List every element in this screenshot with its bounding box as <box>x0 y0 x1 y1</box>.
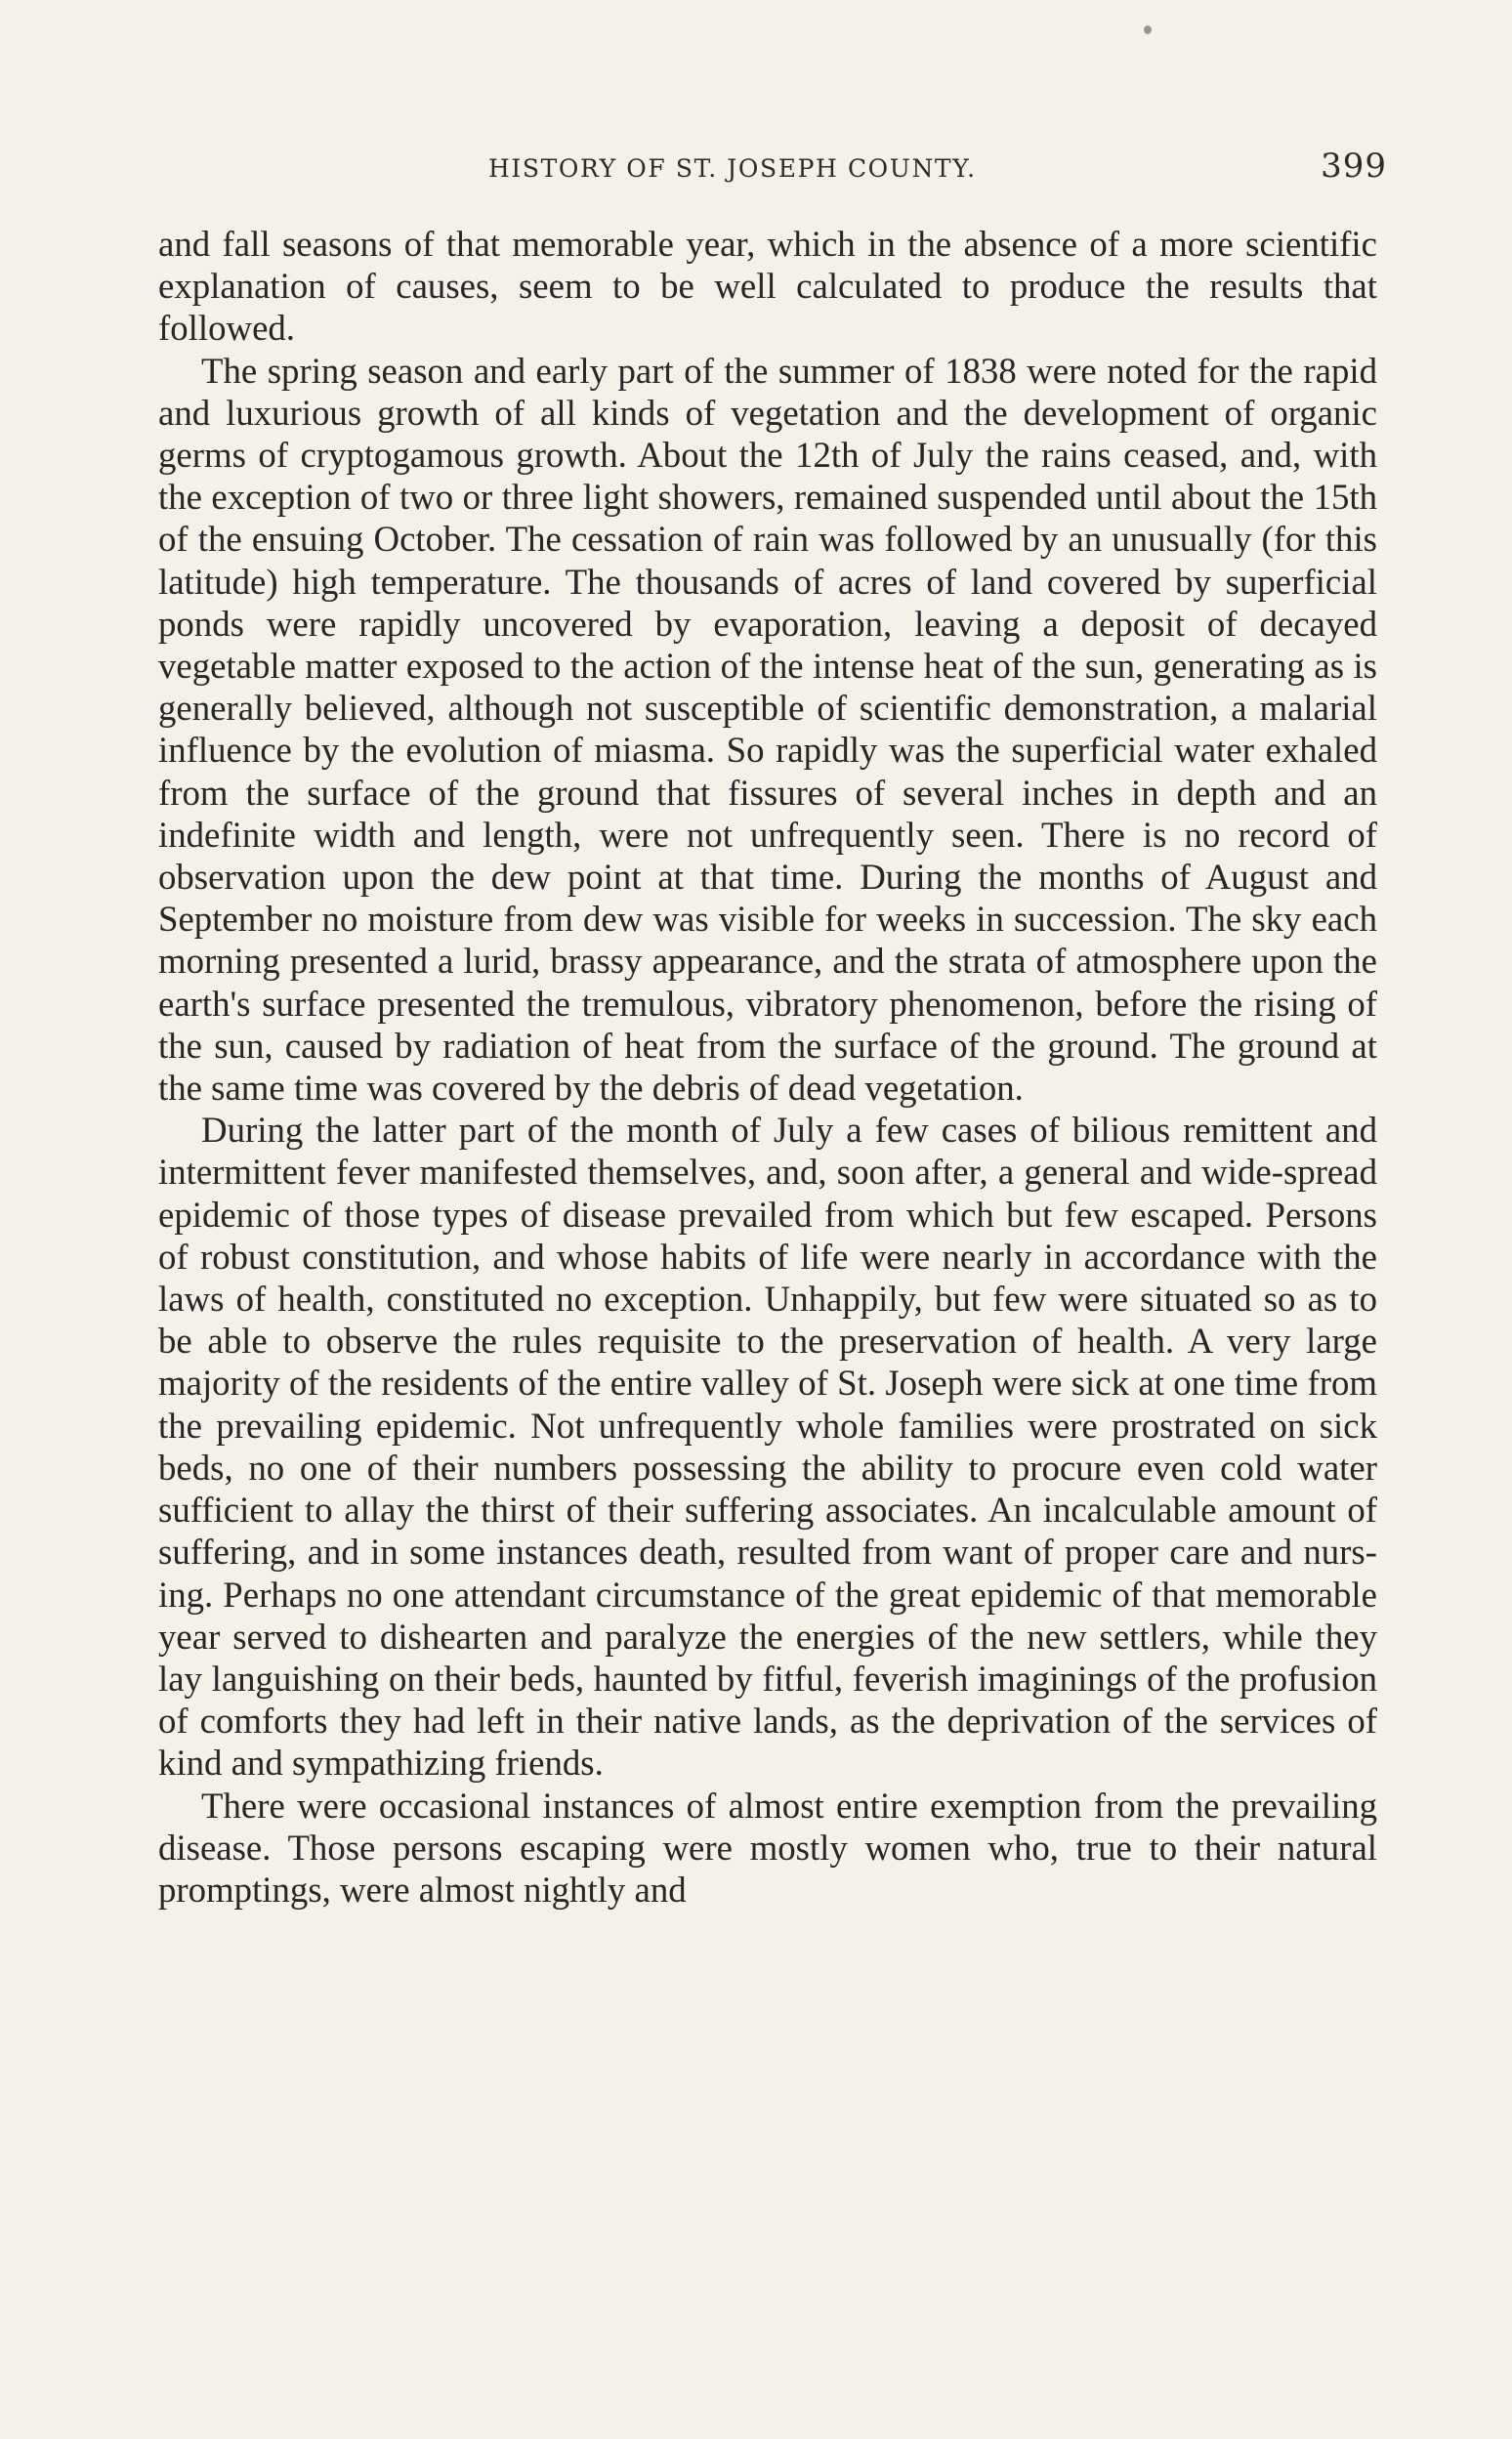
paragraph-epidemic: During the latter part of the month of July a few cases of bilious remittent and intermittent fever manifested themselves, and, soon after, a general and wide-spread epidemic of those types of disease prevailed from which but few escaped. Persons of robust constitution, and whose habits of life were nearly in accordance with the laws of health, constituted no exception. Unhappily, but few were situated so as to be able to observe the rules requisite to the preservation of health. A very large majority of the residents of the entire valley of St. Joseph were sick at one time from the prevailing epidemic. Not unfrequently whole families were prostrated on sick beds, no one of their numbers possessing the ability to procure even cold water sufficient to allay the thirst of their suffering associates. An incalculable amount of suffering, and in some instances death, resulted from want of proper care and nursing. Perhaps no one attendant circumstance of the great epidemic of that memorable year served to dishearten and paralyze the energies of the new settlers, while they lay languishing on their beds, haunted by fitful, feverish imaginings of the profusion of comforts they had left in their native lands, as the deprivation of the services of kind and sympathizing friends. <box>158 1110 1377 1784</box>
running-head <box>156 145 1387 193</box>
paragraph-spring-season: The spring season and early part of the summer of 1838 were noted for the rapid and luxurious growth of all kinds of vegetation and the development of organic germs of cryptogamous growth. About the 12th of July the rains ceased, and, with the exception of two or three light showers, remained suspended until about the 15th of the ensuing October. The cessation of rain was followed by an unusually (for this latitude) high temperature. The thousands of acres of land covered by superficial ponds were rapidly uncovered by evaporation, leaving a deposit of decayed vegetable matter exposed to the action of the intense heat of the sun, generating as is generally believed, although not susceptible of scientific demonstration, a malarial influence by the evolution of miasma. So rapidly was the superficial water exhaled from the surface of the ground that fissures of several inches in depth and an indefinite width and length, were not unfrequently seen. There is no record of observation upon the dew point at that time. During the months of August and September no moisture from dew was visible for weeks in succession. The sky each morning presented a lurid, brassy appearance, and the strata of atmosphere upon the earth's surface presented the tremulous, vibratory phenomenon, before the rising of the sun, caused by radiation of heat from the surface of the ground. The ground at the same time was covered by the debris of dead vegetation. <box>158 350 1377 1109</box>
page-number: 399 <box>1321 147 1387 186</box>
running-title: HISTORY OF ST. JOSEPH COUNTY. <box>488 154 977 183</box>
ink-speck <box>1144 25 1152 34</box>
body-text <box>158 223 1377 1911</box>
paragraph-exemptions: There were occasional instances of almost entire exemption from the prevailing disease. Those persons escaping were mostly women who, true to their natural promptings, were almost nightly and <box>158 1785 1377 1910</box>
paragraph-continued: and fall seasons of that memorable year, which in the absence of a more scientific explanation of causes, seem to be well calculated to produce the results that followed. <box>158 224 1377 349</box>
